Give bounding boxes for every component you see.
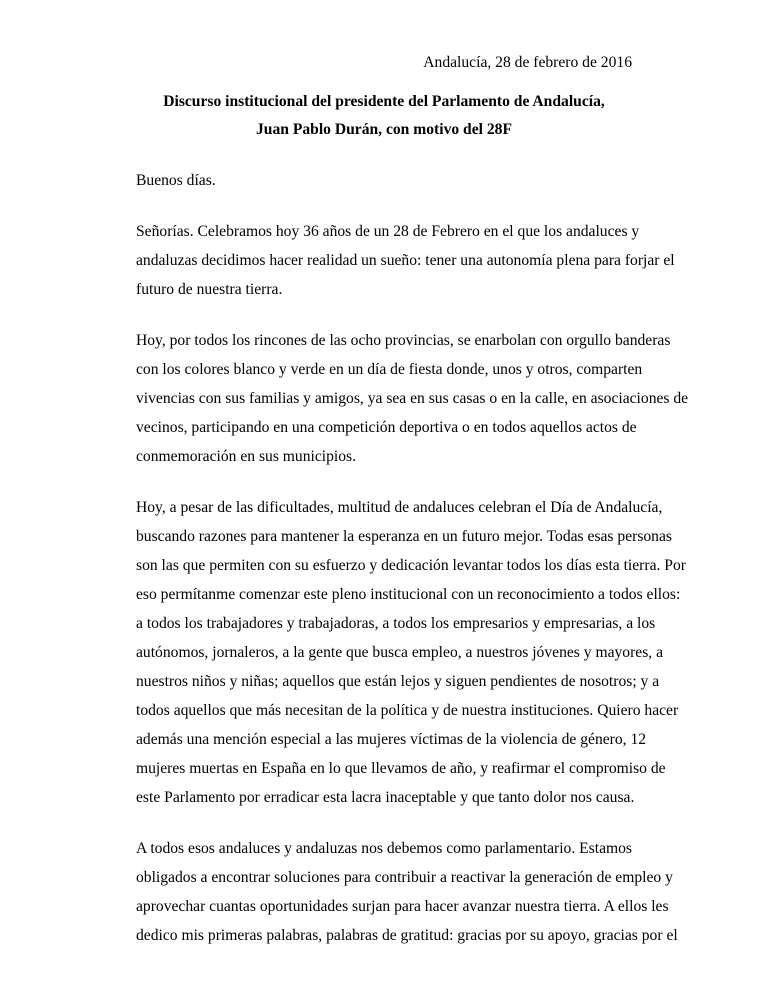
paragraph-line: Hoy, a pesar de las dificultades, multitud de andaluces celebran el Día de Andalucía, [136,499,663,516]
paragraph [136,493,686,812]
paragraph-line: vivencias con sus familias y amigos, ya sea en sus casas o en la calle, en asociaciones de [136,390,689,407]
paragraph-line: son las que permiten con su esfuerzo y dedicación levantar todos los días esta tierra. Por [136,557,686,574]
paragraph-line: todos aquellos que más necesitan de la política y de nuestra instituciones. Quiero hacer [136,702,679,719]
document-title [136,88,632,144]
paragraph [136,217,675,304]
paragraph-line: autónomos, jornaleros, a la gente que busca empleo, a nuestros jóvenes y mayores, a [136,644,663,661]
greeting: Buenos días. [136,172,216,189]
paragraph-line: Hoy, por todos los rincones de las ocho provincias, se enarbolan con orgullo banderas [136,332,671,349]
paragraph-line: a todos los trabajadores y trabajadoras, a todos los empresarios y empresarias, a los [136,615,656,632]
paragraph-line: además una mención especial a las mujeres víctimas de la violencia de género, 12 [136,731,647,748]
paragraph-line: obligados a encontrar soluciones para contribuir a reactivar la generación de empleo y [136,869,673,886]
paragraph-line: dedico mis primeras palabras, palabras de gratitud: gracias por su apoyo, gracias por el [136,927,678,944]
paragraph-line: nuestros niños y niñas; aquellos que están lejos y siguen pendientes de nosotros; y a [136,673,660,690]
title-line-2: Juan Pablo Durán, con motivo del 28F [255,121,513,138]
title-line-1: Discurso institucional del presidente del Parlamento de Andalucía, [163,93,605,110]
paragraph-line: este Parlamento por erradicar esta lacra inaceptable y que tanto dolor nos causa. [136,789,635,806]
paragraph-line: eso permítanme comenzar este pleno institucional con un reconocimiento a todos ellos: [136,586,681,603]
paragraph-line: buscando razones para mantener la esperanza en un futuro mejor. Todas esas personas [136,528,672,545]
paragraph-line: Señorías. Celebramos hoy 36 años de un 28 de Febrero en el que los andaluces y [136,223,640,240]
paragraph-line: andaluzas decidimos hacer realidad un sueño: tener una autonomía plena para forjar el [136,252,675,269]
paragraph [136,326,689,471]
paragraph-line: con los colores blanco y verde en un día de fiesta donde, unos y otros, comparten [136,361,643,378]
paragraph-line: mujeres muertas en España en lo que llevamos de año, y reafirmar el compromiso de [136,760,666,777]
document-date: Andalucía, 28 de febrero de 2016 [423,54,632,71]
paragraph-line: vecinos, participando en una competición deportiva o en todos aquellos actos de [136,419,637,436]
paragraph-line: A todos esos andaluces y andaluzas nos debemos como parlamentario. Estamos [136,840,632,857]
paragraph-line: conmemoración en sus municipios. [136,448,357,465]
paragraph-line: aprovechar cuantas oportunidades surjan para hacer avanzar nuestra tierra. A ellos les [136,898,669,915]
document-body [136,217,689,972]
paragraph-line: futuro de nuestra tierra. [136,281,283,298]
paragraph [136,834,678,950]
